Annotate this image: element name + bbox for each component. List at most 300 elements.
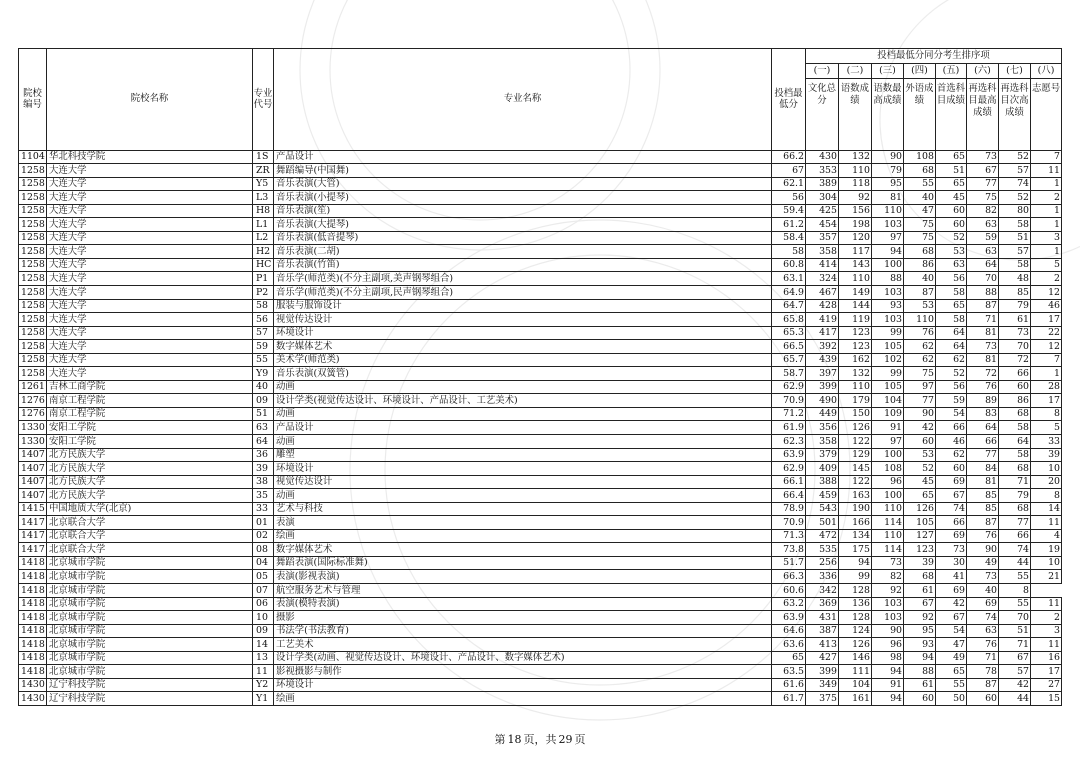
- cell-foreign-language: 68: [904, 164, 936, 178]
- cell-school-code: 1407: [19, 462, 47, 476]
- table-row: [19, 407, 1062, 421]
- header-tiebreak-group: 投档最低分同分考生排序项: [806, 49, 1062, 64]
- cell-first-subject: 54: [936, 624, 967, 638]
- cell-culture-total: 324: [806, 272, 839, 286]
- cell-chinese-math: 144: [839, 299, 872, 313]
- header-sub-num: (四): [904, 63, 936, 78]
- cell-school-name: 吉林工商学院: [47, 380, 253, 394]
- cell-school-name: 大连大学: [47, 299, 253, 313]
- cell-school-code: 1258: [19, 272, 47, 286]
- cell-elective-second: 55: [999, 570, 1031, 584]
- cell-major-code: Y9: [253, 367, 274, 381]
- cell-major-code: HC: [253, 258, 274, 272]
- cell-first-subject: 65: [936, 177, 967, 191]
- cell-preference-number: 10: [1031, 556, 1062, 570]
- cell-chinese-math-max: 104: [872, 394, 904, 408]
- cell-elective-max: 77: [967, 177, 999, 191]
- cell-min-score: 73.8: [772, 543, 806, 557]
- cell-foreign-language: 40: [904, 191, 936, 205]
- cell-school-code: 1258: [19, 191, 47, 205]
- cell-chinese-math: 124: [839, 624, 872, 638]
- cell-elective-max: 63: [967, 245, 999, 259]
- cell-school-name: 大连大学: [47, 177, 253, 191]
- table-row: [19, 218, 1062, 232]
- cell-preference-number: 33: [1031, 434, 1062, 448]
- cell-chinese-math: 104: [839, 678, 872, 692]
- cell-elective-max: 82: [967, 204, 999, 218]
- cell-school-code: 1258: [19, 258, 47, 272]
- cell-chinese-math-max: 105: [872, 380, 904, 394]
- cell-min-score: 61.6: [772, 678, 806, 692]
- cell-school-name: 北京城市学院: [47, 638, 253, 652]
- cell-chinese-math-max: 110: [872, 502, 904, 516]
- cell-first-subject: 49: [936, 651, 967, 665]
- cell-school-code: 1417: [19, 516, 47, 530]
- cell-major-code: 38: [253, 475, 274, 489]
- cell-school-name: 大连大学: [47, 164, 253, 178]
- cell-chinese-math: 110: [839, 272, 872, 286]
- cell-chinese-math-max: 81: [872, 191, 904, 205]
- cell-elective-second: 42: [999, 678, 1031, 692]
- cell-foreign-language: 127: [904, 529, 936, 543]
- cell-school-code: 1258: [19, 164, 47, 178]
- header-sub-label: 文化总分: [806, 78, 839, 150]
- cell-culture-total: 417: [806, 326, 839, 340]
- table-row: [19, 543, 1062, 557]
- cell-foreign-language: 86: [904, 258, 936, 272]
- cell-school-code: 1258: [19, 353, 47, 367]
- cell-elective-second: 58: [999, 421, 1031, 435]
- page-footer: [0, 731, 1080, 747]
- footer-total-pages: 29: [558, 733, 573, 746]
- cell-school-name: 北京联合大学: [47, 529, 253, 543]
- cell-elective-max: 60: [967, 692, 999, 706]
- table-header: [19, 49, 1062, 151]
- cell-min-score: 51.7: [772, 556, 806, 570]
- cell-major-code: H2: [253, 245, 274, 259]
- cell-culture-total: 414: [806, 258, 839, 272]
- cell-school-name: 北京城市学院: [47, 651, 253, 665]
- table-row: [19, 448, 1062, 462]
- cell-elective-max: 89: [967, 394, 999, 408]
- cell-major-code: 06: [253, 597, 274, 611]
- cell-elective-max: 66: [967, 434, 999, 448]
- cell-elective-second: 64: [999, 434, 1031, 448]
- cell-major-name: 绘画: [274, 692, 772, 706]
- cell-foreign-language: 67: [904, 597, 936, 611]
- footer-suffix: 页: [574, 733, 586, 746]
- cell-min-score: 61.9: [772, 421, 806, 435]
- cell-school-code: 1258: [19, 218, 47, 232]
- cell-chinese-math: 150: [839, 407, 872, 421]
- cell-elective-second: 57: [999, 245, 1031, 259]
- header-major-name: 专业名称: [274, 49, 772, 151]
- cell-chinese-math: 117: [839, 245, 872, 259]
- header-sub-label: 志愿号: [1031, 78, 1062, 150]
- cell-chinese-math-max: 94: [872, 245, 904, 259]
- cell-min-score: 70.9: [772, 394, 806, 408]
- cell-elective-second: 77: [999, 516, 1031, 530]
- cell-elective-max: 90: [967, 543, 999, 557]
- cell-first-subject: 63: [936, 258, 967, 272]
- cell-chinese-math-max: 110: [872, 204, 904, 218]
- cell-first-subject: 59: [936, 394, 967, 408]
- cell-elective-second: 71: [999, 475, 1031, 489]
- cell-chinese-math: 126: [839, 638, 872, 652]
- cell-elective-second: 57: [999, 164, 1031, 178]
- cell-elective-second: 68: [999, 407, 1031, 421]
- cell-elective-second: 57: [999, 665, 1031, 679]
- header-sub-num: (五): [936, 63, 967, 78]
- cell-major-name: 工艺美术: [274, 638, 772, 652]
- cell-foreign-language: 60: [904, 692, 936, 706]
- cell-chinese-math: 122: [839, 475, 872, 489]
- cell-foreign-language: 92: [904, 611, 936, 625]
- cell-school-name: 北方民族大学: [47, 489, 253, 503]
- cell-preference-number: 46: [1031, 299, 1062, 313]
- cell-elective-second: 68: [999, 462, 1031, 476]
- cell-first-subject: 54: [936, 407, 967, 421]
- cell-first-subject: 42: [936, 597, 967, 611]
- table-row: [19, 272, 1062, 286]
- cell-culture-total: 342: [806, 584, 839, 598]
- cell-major-code: 08: [253, 543, 274, 557]
- cell-school-name: 北京城市学院: [47, 665, 253, 679]
- cell-elective-second: 58: [999, 448, 1031, 462]
- cell-chinese-math-max: 103: [872, 611, 904, 625]
- cell-elective-max: 84: [967, 462, 999, 476]
- cell-major-name: 影视摄影与制作: [274, 665, 772, 679]
- cell-major-code: 58: [253, 299, 274, 313]
- cell-first-subject: 58: [936, 285, 967, 299]
- cell-foreign-language: 60: [904, 434, 936, 448]
- cell-min-score: 60.8: [772, 258, 806, 272]
- cell-min-score: 60.6: [772, 584, 806, 598]
- cell-culture-total: 535: [806, 543, 839, 557]
- cell-school-code: 1418: [19, 597, 47, 611]
- cell-first-subject: 74: [936, 502, 967, 516]
- cell-school-code: 1276: [19, 407, 47, 421]
- cell-preference-number: 2: [1031, 272, 1062, 286]
- cell-chinese-math: 132: [839, 150, 872, 164]
- cell-preference-number: 7: [1031, 353, 1062, 367]
- cell-school-code: 1418: [19, 624, 47, 638]
- cell-chinese-math: 143: [839, 258, 872, 272]
- cell-elective-second: 80: [999, 204, 1031, 218]
- cell-preference-number: 3: [1031, 624, 1062, 638]
- cell-major-code: 36: [253, 448, 274, 462]
- table-row: [19, 245, 1062, 259]
- cell-chinese-math-max: 97: [872, 434, 904, 448]
- cell-first-subject: 45: [936, 191, 967, 205]
- cell-school-name: 北京城市学院: [47, 570, 253, 584]
- cell-major-name: 服装与服饰设计: [274, 299, 772, 313]
- cell-first-subject: 60: [936, 462, 967, 476]
- cell-min-score: 58.7: [772, 367, 806, 381]
- cell-foreign-language: 42: [904, 421, 936, 435]
- cell-school-name: 大连大学: [47, 285, 253, 299]
- cell-culture-total: 430: [806, 150, 839, 164]
- cell-major-code: 1S: [253, 150, 274, 164]
- cell-elective-second: 52: [999, 150, 1031, 164]
- cell-culture-total: 399: [806, 380, 839, 394]
- cell-first-subject: 56: [936, 380, 967, 394]
- cell-chinese-math: 198: [839, 218, 872, 232]
- cell-school-code: 1258: [19, 231, 47, 245]
- cell-elective-max: 87: [967, 299, 999, 313]
- cell-school-name: 安阳工学院: [47, 421, 253, 435]
- table-row: [19, 638, 1062, 652]
- header-school-name: 院校名称: [47, 49, 253, 151]
- cell-major-code: 09: [253, 624, 274, 638]
- cell-preference-number: 2: [1031, 191, 1062, 205]
- cell-major-code: 02: [253, 529, 274, 543]
- table-row: [19, 678, 1062, 692]
- table-row: [19, 502, 1062, 516]
- cell-chinese-math-max: 100: [872, 258, 904, 272]
- cell-chinese-math-max: 95: [872, 177, 904, 191]
- cell-elective-second: 48: [999, 272, 1031, 286]
- cell-elective-max: 67: [967, 164, 999, 178]
- cell-major-name: 音乐表演(低音提琴): [274, 231, 772, 245]
- cell-min-score: 58: [772, 245, 806, 259]
- cell-major-name: 音乐表演(大提琴): [274, 218, 772, 232]
- cell-major-name: 艺术与科技: [274, 502, 772, 516]
- cell-major-name: 音乐表演(笙): [274, 204, 772, 218]
- cell-first-subject: 73: [936, 543, 967, 557]
- cell-culture-total: 304: [806, 191, 839, 205]
- cell-preference-number: 20: [1031, 475, 1062, 489]
- table-row: [19, 258, 1062, 272]
- cell-chinese-math: 94: [839, 556, 872, 570]
- cell-chinese-math: 156: [839, 204, 872, 218]
- cell-elective-max: 85: [967, 502, 999, 516]
- cell-preference-number: 21: [1031, 570, 1062, 584]
- cell-chinese-math-max: 108: [872, 462, 904, 476]
- cell-preference-number: 14: [1031, 502, 1062, 516]
- cell-preference-number: 1: [1031, 177, 1062, 191]
- cell-preference-number: 5: [1031, 258, 1062, 272]
- cell-preference-number: 8: [1031, 489, 1062, 503]
- cell-chinese-math: 128: [839, 611, 872, 625]
- cell-culture-total: 427: [806, 651, 839, 665]
- cell-elective-second: 74: [999, 177, 1031, 191]
- cell-min-score: 63.9: [772, 448, 806, 462]
- cell-major-code: H8: [253, 204, 274, 218]
- cell-major-name: 动画: [274, 434, 772, 448]
- cell-chinese-math-max: 100: [872, 489, 904, 503]
- cell-school-name: 大连大学: [47, 313, 253, 327]
- table-row: [19, 326, 1062, 340]
- cell-first-subject: 56: [936, 272, 967, 286]
- cell-major-name: 表演(模特表演): [274, 597, 772, 611]
- cell-chinese-math-max: 103: [872, 218, 904, 232]
- header-sub-num: (二): [839, 63, 872, 78]
- cell-foreign-language: 53: [904, 299, 936, 313]
- cell-chinese-math: 128: [839, 584, 872, 598]
- cell-chinese-math-max: 103: [872, 597, 904, 611]
- cell-major-name: 表演(影视表演): [274, 570, 772, 584]
- table-row: [19, 313, 1062, 327]
- cell-chinese-math-max: 98: [872, 651, 904, 665]
- cell-elective-second: 44: [999, 556, 1031, 570]
- cell-school-name: 北方民族大学: [47, 448, 253, 462]
- cell-major-code: 07: [253, 584, 274, 598]
- cell-chinese-math-max: 90: [872, 150, 904, 164]
- cell-culture-total: 388: [806, 475, 839, 489]
- table-row: [19, 570, 1062, 584]
- cell-school-code: 1330: [19, 434, 47, 448]
- cell-culture-total: 459: [806, 489, 839, 503]
- cell-major-code: 13: [253, 651, 274, 665]
- cell-min-score: 64.7: [772, 299, 806, 313]
- cell-preference-number: 1: [1031, 367, 1062, 381]
- cell-elective-second: 44: [999, 692, 1031, 706]
- cell-elective-max: 70: [967, 272, 999, 286]
- cell-foreign-language: 75: [904, 367, 936, 381]
- cell-min-score: 67: [772, 164, 806, 178]
- cell-school-name: 大连大学: [47, 191, 253, 205]
- cell-major-code: 05: [253, 570, 274, 584]
- cell-min-score: 64.9: [772, 285, 806, 299]
- cell-chinese-math-max: 114: [872, 543, 904, 557]
- table-row: [19, 516, 1062, 530]
- cell-school-name: 大连大学: [47, 340, 253, 354]
- table-row: [19, 367, 1062, 381]
- cell-chinese-math-max: 114: [872, 516, 904, 530]
- cell-major-name: 数字媒体艺术: [274, 543, 772, 557]
- cell-first-subject: 67: [936, 611, 967, 625]
- cell-chinese-math: 166: [839, 516, 872, 530]
- cell-foreign-language: 95: [904, 624, 936, 638]
- cell-major-name: 音乐表演(双簧管): [274, 367, 772, 381]
- cell-elective-second: 70: [999, 340, 1031, 354]
- cell-culture-total: 409: [806, 462, 839, 476]
- cell-school-name: 大连大学: [47, 231, 253, 245]
- cell-preference-number: 17: [1031, 313, 1062, 327]
- cell-school-code: 1407: [19, 489, 47, 503]
- cell-school-name: 中国地质大学(北京): [47, 502, 253, 516]
- table-row: [19, 434, 1062, 448]
- cell-major-name: 环境设计: [274, 678, 772, 692]
- cell-chinese-math-max: 79: [872, 164, 904, 178]
- cell-chinese-math-max: 100: [872, 448, 904, 462]
- cell-min-score: 66.2: [772, 150, 806, 164]
- cell-culture-total: 454: [806, 218, 839, 232]
- cell-school-code: 1430: [19, 692, 47, 706]
- cell-elective-max: 59: [967, 231, 999, 245]
- cell-first-subject: 41: [936, 570, 967, 584]
- cell-chinese-math: 123: [839, 340, 872, 354]
- admission-score-table: [18, 48, 1062, 706]
- cell-culture-total: 439: [806, 353, 839, 367]
- cell-min-score: 61.2: [772, 218, 806, 232]
- cell-elective-max: 81: [967, 326, 999, 340]
- cell-elective-second: 68: [999, 502, 1031, 516]
- cell-chinese-math: 163: [839, 489, 872, 503]
- cell-major-name: 航空服务艺术与管理: [274, 584, 772, 598]
- cell-min-score: 59.4: [772, 204, 806, 218]
- cell-chinese-math: 179: [839, 394, 872, 408]
- cell-chinese-math-max: 105: [872, 340, 904, 354]
- cell-preference-number: 1: [1031, 245, 1062, 259]
- table-row: [19, 665, 1062, 679]
- cell-major-name: 视觉传达设计: [274, 313, 772, 327]
- cell-first-subject: 66: [936, 421, 967, 435]
- cell-preference-number: 17: [1031, 394, 1062, 408]
- cell-foreign-language: 68: [904, 245, 936, 259]
- cell-chinese-math: 122: [839, 434, 872, 448]
- cell-elective-second: 51: [999, 231, 1031, 245]
- cell-first-subject: 46: [936, 434, 967, 448]
- cell-school-name: 大连大学: [47, 204, 253, 218]
- cell-preference-number: 1: [1031, 204, 1062, 218]
- cell-preference-number: 12: [1031, 340, 1062, 354]
- cell-major-code: 39: [253, 462, 274, 476]
- cell-preference-number: 22: [1031, 326, 1062, 340]
- table-row: [19, 597, 1062, 611]
- cell-school-code: 1258: [19, 177, 47, 191]
- header-sub-label: 再选科目次高成绩: [999, 78, 1031, 150]
- cell-school-code: 1258: [19, 313, 47, 327]
- cell-elective-second: 55: [999, 597, 1031, 611]
- cell-major-code: L3: [253, 191, 274, 205]
- cell-school-name: 大连大学: [47, 353, 253, 367]
- cell-school-name: 南京工程学院: [47, 407, 253, 421]
- cell-major-code: 63: [253, 421, 274, 435]
- cell-min-score: 65: [772, 651, 806, 665]
- cell-foreign-language: 108: [904, 150, 936, 164]
- cell-elective-max: 64: [967, 421, 999, 435]
- cell-major-code: 14: [253, 638, 274, 652]
- cell-preference-number: 19: [1031, 543, 1062, 557]
- header-min-score: 投档最低分: [772, 49, 806, 151]
- cell-chinese-math: 120: [839, 231, 872, 245]
- cell-elective-max: 87: [967, 516, 999, 530]
- cell-chinese-math-max: 90: [872, 624, 904, 638]
- cell-school-name: 大连大学: [47, 367, 253, 381]
- table-row: [19, 177, 1062, 191]
- cell-school-code: 1276: [19, 394, 47, 408]
- cell-min-score: 65.8: [772, 313, 806, 327]
- cell-elective-max: 76: [967, 638, 999, 652]
- cell-first-subject: 62: [936, 448, 967, 462]
- cell-school-code: 1418: [19, 651, 47, 665]
- cell-chinese-math: 146: [839, 651, 872, 665]
- cell-major-code: Y5: [253, 177, 274, 191]
- cell-culture-total: 413: [806, 638, 839, 652]
- cell-school-code: 1104: [19, 150, 47, 164]
- header-major-code: 专业代号: [253, 49, 274, 151]
- cell-elective-max: 63: [967, 624, 999, 638]
- cell-min-score: 66.5: [772, 340, 806, 354]
- cell-chinese-math-max: 99: [872, 367, 904, 381]
- cell-foreign-language: 88: [904, 665, 936, 679]
- cell-major-code: 01: [253, 516, 274, 530]
- table-row: [19, 475, 1062, 489]
- cell-elective-second: 70: [999, 611, 1031, 625]
- cell-elective-max: 88: [967, 285, 999, 299]
- cell-foreign-language: 123: [904, 543, 936, 557]
- cell-preference-number: 4: [1031, 529, 1062, 543]
- cell-foreign-language: 55: [904, 177, 936, 191]
- cell-culture-total: 449: [806, 407, 839, 421]
- cell-elective-max: 85: [967, 489, 999, 503]
- cell-first-subject: 50: [936, 692, 967, 706]
- cell-elective-second: 79: [999, 489, 1031, 503]
- cell-school-name: 安阳工学院: [47, 434, 253, 448]
- cell-major-code: 56: [253, 313, 274, 327]
